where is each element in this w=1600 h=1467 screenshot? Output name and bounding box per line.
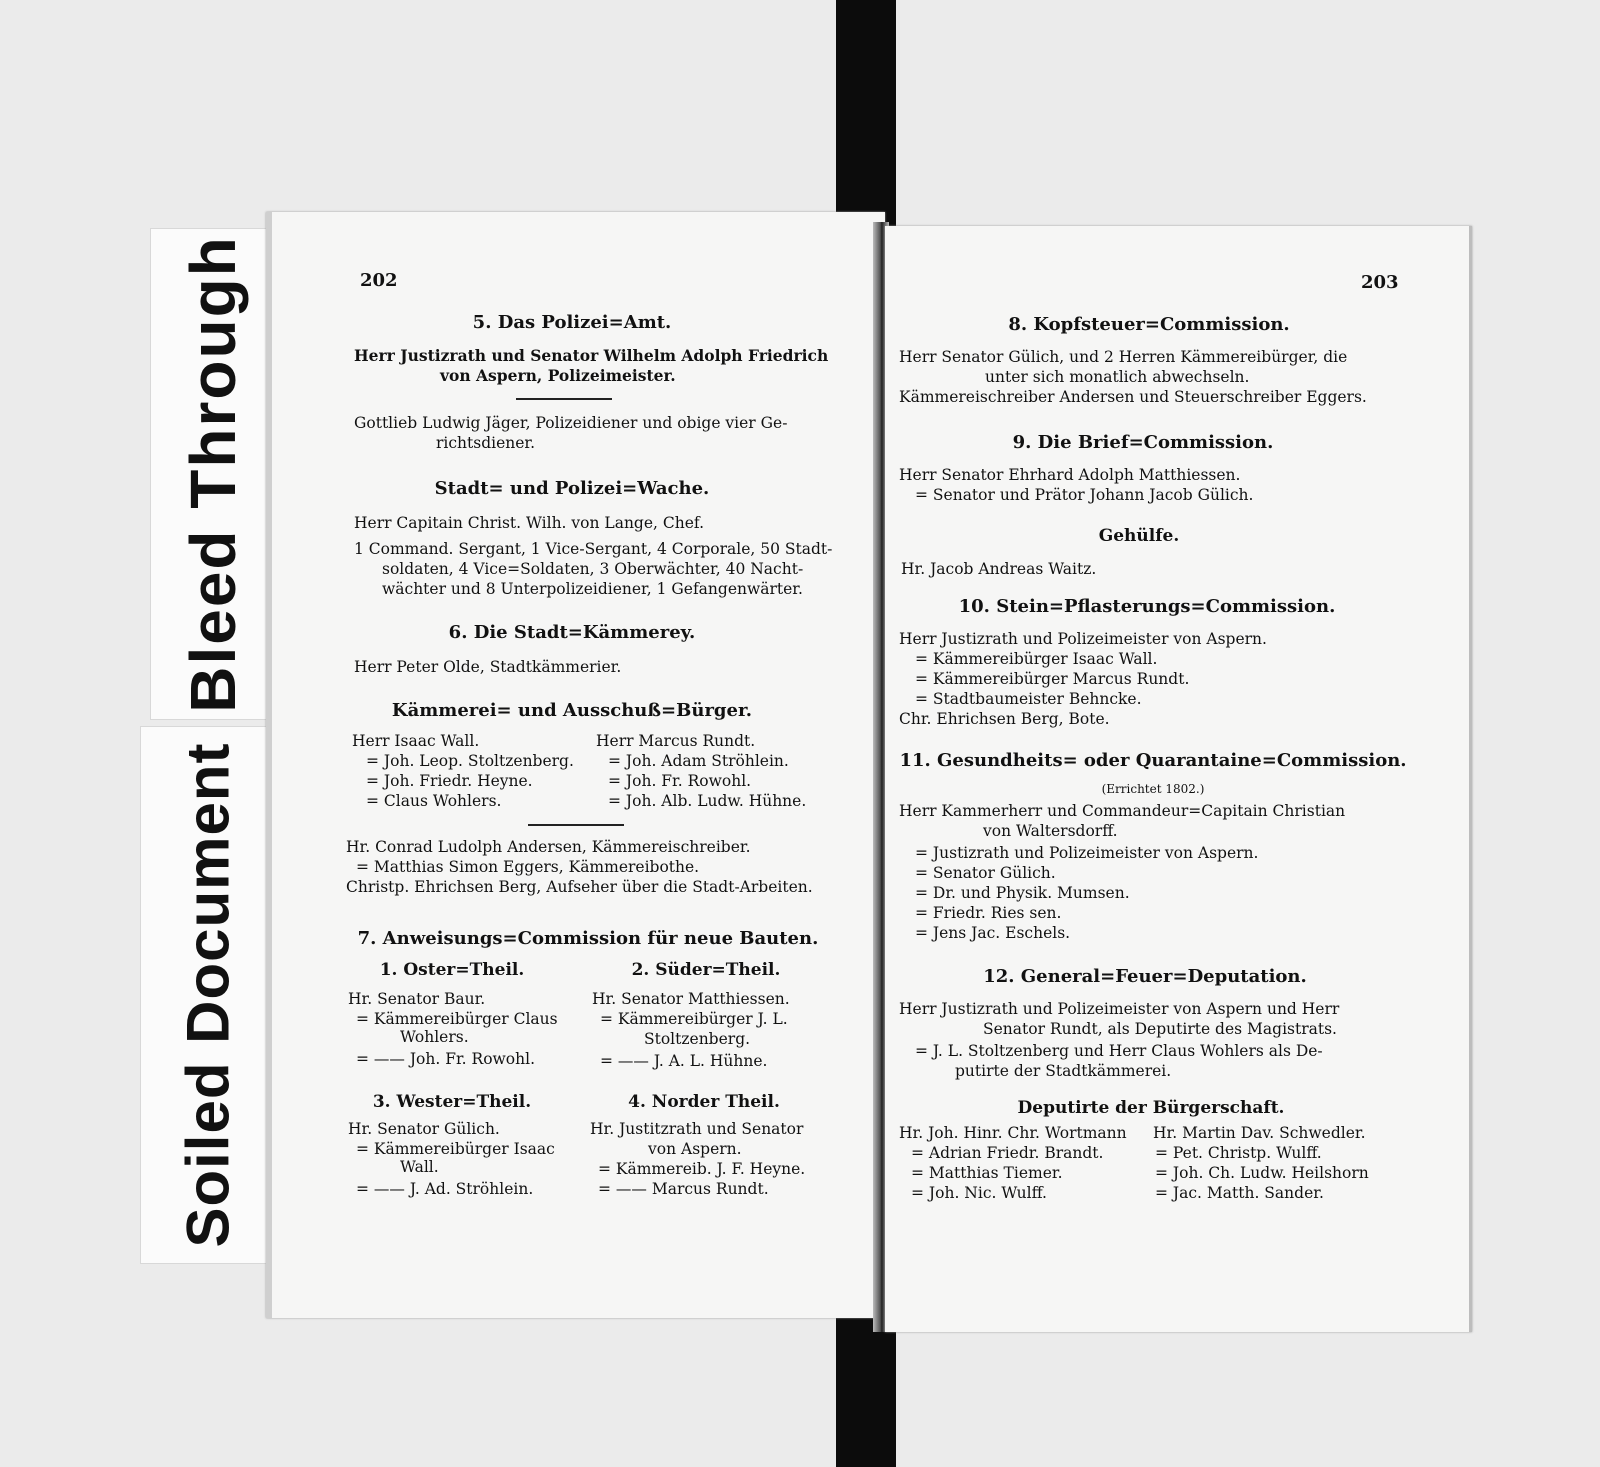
oster-line2: = Kämmereibürger Claus (356, 1010, 558, 1028)
norder-line4: = —— Marcus Rundt. (598, 1180, 769, 1198)
soiled-document-stamp (140, 726, 276, 1264)
right-page (885, 226, 1472, 1332)
section-10-line1: Herr Justizrath und Polizeimeister von Aspern. (899, 630, 1267, 648)
kaemmerei-col2-4: = Joh. Alb. Ludw. Hühne. (608, 792, 807, 810)
deputirte-col1-2: = Adrian Friedr. Brandt. (911, 1144, 1104, 1162)
section-11-member1: = Justizrath und Polizeimeister von Aspern. (915, 844, 1259, 862)
section-11-member2: = Senator Gülich. (915, 864, 1056, 882)
section-12-title: 12. General=Feuer=Deputation. (983, 966, 1307, 987)
kaemmerei-col2-1: Herr Marcus Rundt. (596, 732, 756, 750)
wester-line4: = —— J. Ad. Ströhlein. (356, 1180, 534, 1198)
section-9-line2: = Senator und Prätor Johann Jacob Gülich. (915, 486, 1254, 504)
norder-line1: Hr. Justitzrath und Senator (590, 1120, 804, 1138)
sueder-line3: Stoltzenberg. (644, 1030, 751, 1048)
deputirte-col2-4: = Jac. Matth. Sander. (1155, 1184, 1324, 1202)
section-10-line5: Chr. Ehrichsen Berg, Bote. (899, 710, 1110, 728)
section-11-line2: von Waltersdorff. (983, 822, 1118, 840)
section-11-subtitle: (Errichtet 1802.) (1101, 782, 1205, 796)
sueder-line2: = Kämmereibürger J. L. (600, 1010, 788, 1028)
oster-line4: = —— Joh. Fr. Rowohl. (356, 1050, 536, 1068)
section-10-line3: = Kämmereibürger Marcus Rundt. (915, 670, 1190, 688)
section-8-title: 8. Kopfsteuer=Commission. (1008, 314, 1290, 335)
wester-theil-title: 3. Wester=Theil. (372, 1092, 532, 1112)
section-6-line1: Herr Peter Olde, Stadtkämmerier. (354, 658, 622, 676)
section-11-title: 11. Gesundheits= oder Quarantaine=Commission. (899, 750, 1407, 771)
section-5-line4: richtsdiener. (436, 434, 536, 452)
section-5-line3: Gottlieb Ludwig Jäger, Polizeidiener und obige vier Ge- (354, 414, 788, 432)
deputirte-col2-1: Hr. Martin Dav. Schwedler. (1153, 1124, 1366, 1142)
soiled-document-label: Soiled Document (174, 742, 242, 1248)
deputirte-title: Deputirte der Bürgerschaft. (1017, 1098, 1285, 1118)
kaemmerei-title: Kämmerei= und Ausschuß=Bürger. (391, 700, 753, 721)
page-number-left: 202 (360, 270, 398, 291)
page-number-right: 203 (1361, 272, 1399, 293)
sueder-line4: = —— J. A. L. Hühne. (600, 1052, 768, 1070)
deputirte-col1-3: = Matthias Tiemer. (911, 1164, 1063, 1182)
wester-line2: = Kämmereibürger Isaac (356, 1140, 555, 1158)
section-11-member3: = Dr. und Physik. Mumsen. (915, 884, 1130, 902)
kaemmerei-col1-3: = Joh. Friedr. Heyne. (366, 772, 533, 790)
deputirte-col2-2: = Pet. Christp. Wulff. (1155, 1144, 1322, 1162)
section-5-line2: von Aspern, Polizeimeister. (440, 366, 676, 385)
oster-line1: Hr. Senator Baur. (348, 990, 486, 1008)
kaemmerei-line3: Christp. Ehrichsen Berg, Aufseher über die Stadt-Arbeiten. (346, 878, 813, 896)
section-5-title: 5. Das Polizei=Amt. (472, 312, 672, 333)
deputirte-col1-1: Hr. Joh. Hinr. Chr. Wortmann (899, 1124, 1127, 1142)
kaemmerei-col1-1: Herr Isaac Wall. (352, 732, 480, 750)
kaemmerei-line1: Hr. Conrad Ludolph Andersen, Kämmereischreiber. (346, 838, 751, 856)
wache-line3: soldaten, 4 Vice=Soldaten, 3 Oberwächter, 40 Nacht- (382, 560, 804, 578)
kaemmerei-col1-4: = Claus Wohlers. (366, 792, 502, 810)
wache-title: Stadt= und Polizei=Wache. (434, 478, 710, 499)
section-9-line1: Herr Senator Ehrhard Adolph Matthiessen. (899, 466, 1241, 484)
left-page (266, 212, 885, 1318)
divider (516, 398, 612, 400)
section-11-member5: = Jens Jac. Eschels. (915, 924, 1071, 942)
bleed-through-label: Bleed Through (177, 235, 249, 713)
wache-line4: wächter und 8 Unterpolizeidiener, 1 Gefangenwärter. (382, 580, 803, 598)
norder-line2: von Aspern. (648, 1140, 742, 1158)
wache-line2: 1 Command. Sergant, 1 Vice-Sergant, 4 Corporale, 50 Stadt- (354, 540, 833, 558)
kaemmerei-col2-2: = Joh. Adam Ströhlein. (608, 752, 789, 770)
wester-line1: Hr. Senator Gülich. (348, 1120, 500, 1138)
deputirte-col1-4: = Joh. Nic. Wulff. (911, 1184, 1047, 1202)
gehuelfe-line1: Hr. Jacob Andreas Waitz. (901, 560, 1097, 578)
sueder-theil-title: 2. Süder=Theil. (631, 960, 781, 980)
section-7-title: 7. Anweisungs=Commission für neue Bauten. (357, 928, 819, 949)
section-12-line4: putirte der Stadtkämmerei. (955, 1062, 1172, 1080)
kaemmerei-col2-3: = Joh. Fr. Rowohl. (608, 772, 752, 790)
wache-line1: Herr Capitain Christ. Wilh. von Lange, Chef. (354, 514, 704, 532)
section-8-line3: Kämmereischreiber Andersen und Steuerschreiber Eggers. (899, 388, 1367, 406)
section-11-member4: = Friedr. Ries sen. (915, 904, 1062, 922)
oster-line3: Wohlers. (400, 1028, 469, 1046)
divider (528, 824, 624, 826)
section-8-line1: Herr Senator Gülich, und 2 Herren Kämmereibürger, die (899, 348, 1348, 366)
kaemmerei-col1-2: = Joh. Leop. Stoltzenberg. (366, 752, 574, 770)
norder-line3: = Kämmereib. J. F. Heyne. (598, 1160, 806, 1178)
section-9-title: 9. Die Brief=Commission. (1012, 432, 1274, 453)
bleed-through-stamp (150, 228, 276, 720)
section-8-line2: unter sich monatlich abwechseln. (985, 368, 1250, 386)
kaemmerei-line2: = Matthias Simon Eggers, Kämmereibothe. (356, 858, 700, 876)
section-6-title: 6. Die Stadt=Kämmerey. (448, 622, 696, 643)
section-11-line1: Herr Kammerherr und Commandeur=Capitain Christian (899, 802, 1346, 820)
norder-theil-title: 4. Norder Theil. (628, 1092, 780, 1112)
section-12-line1: Herr Justizrath und Polizeimeister von Aspern und Herr (899, 1000, 1340, 1018)
wester-line3: Wall. (400, 1158, 439, 1176)
gehuelfe-title: Gehülfe. (1098, 526, 1180, 546)
section-10-line2: = Kämmereibürger Isaac Wall. (915, 650, 1158, 668)
oster-theil-title: 1. Oster=Theil. (379, 960, 525, 980)
section-10-line4: = Stadtbaumeister Behncke. (915, 690, 1142, 708)
section-10-title: 10. Stein=Pflasterungs=Commission. (958, 596, 1336, 617)
deputirte-col2-3: = Joh. Ch. Ludw. Heilshorn (1155, 1164, 1369, 1182)
sueder-line1: Hr. Senator Matthiessen. (592, 990, 790, 1008)
section-5-line1: Herr Justizrath und Senator Wilhelm Adolph Friedrich (354, 346, 829, 365)
section-12-line2: Senator Rundt, als Deputirte des Magistrats. (983, 1020, 1337, 1038)
section-12-line3: = J. L. Stoltzenberg und Herr Claus Wohlers als De- (915, 1042, 1323, 1060)
